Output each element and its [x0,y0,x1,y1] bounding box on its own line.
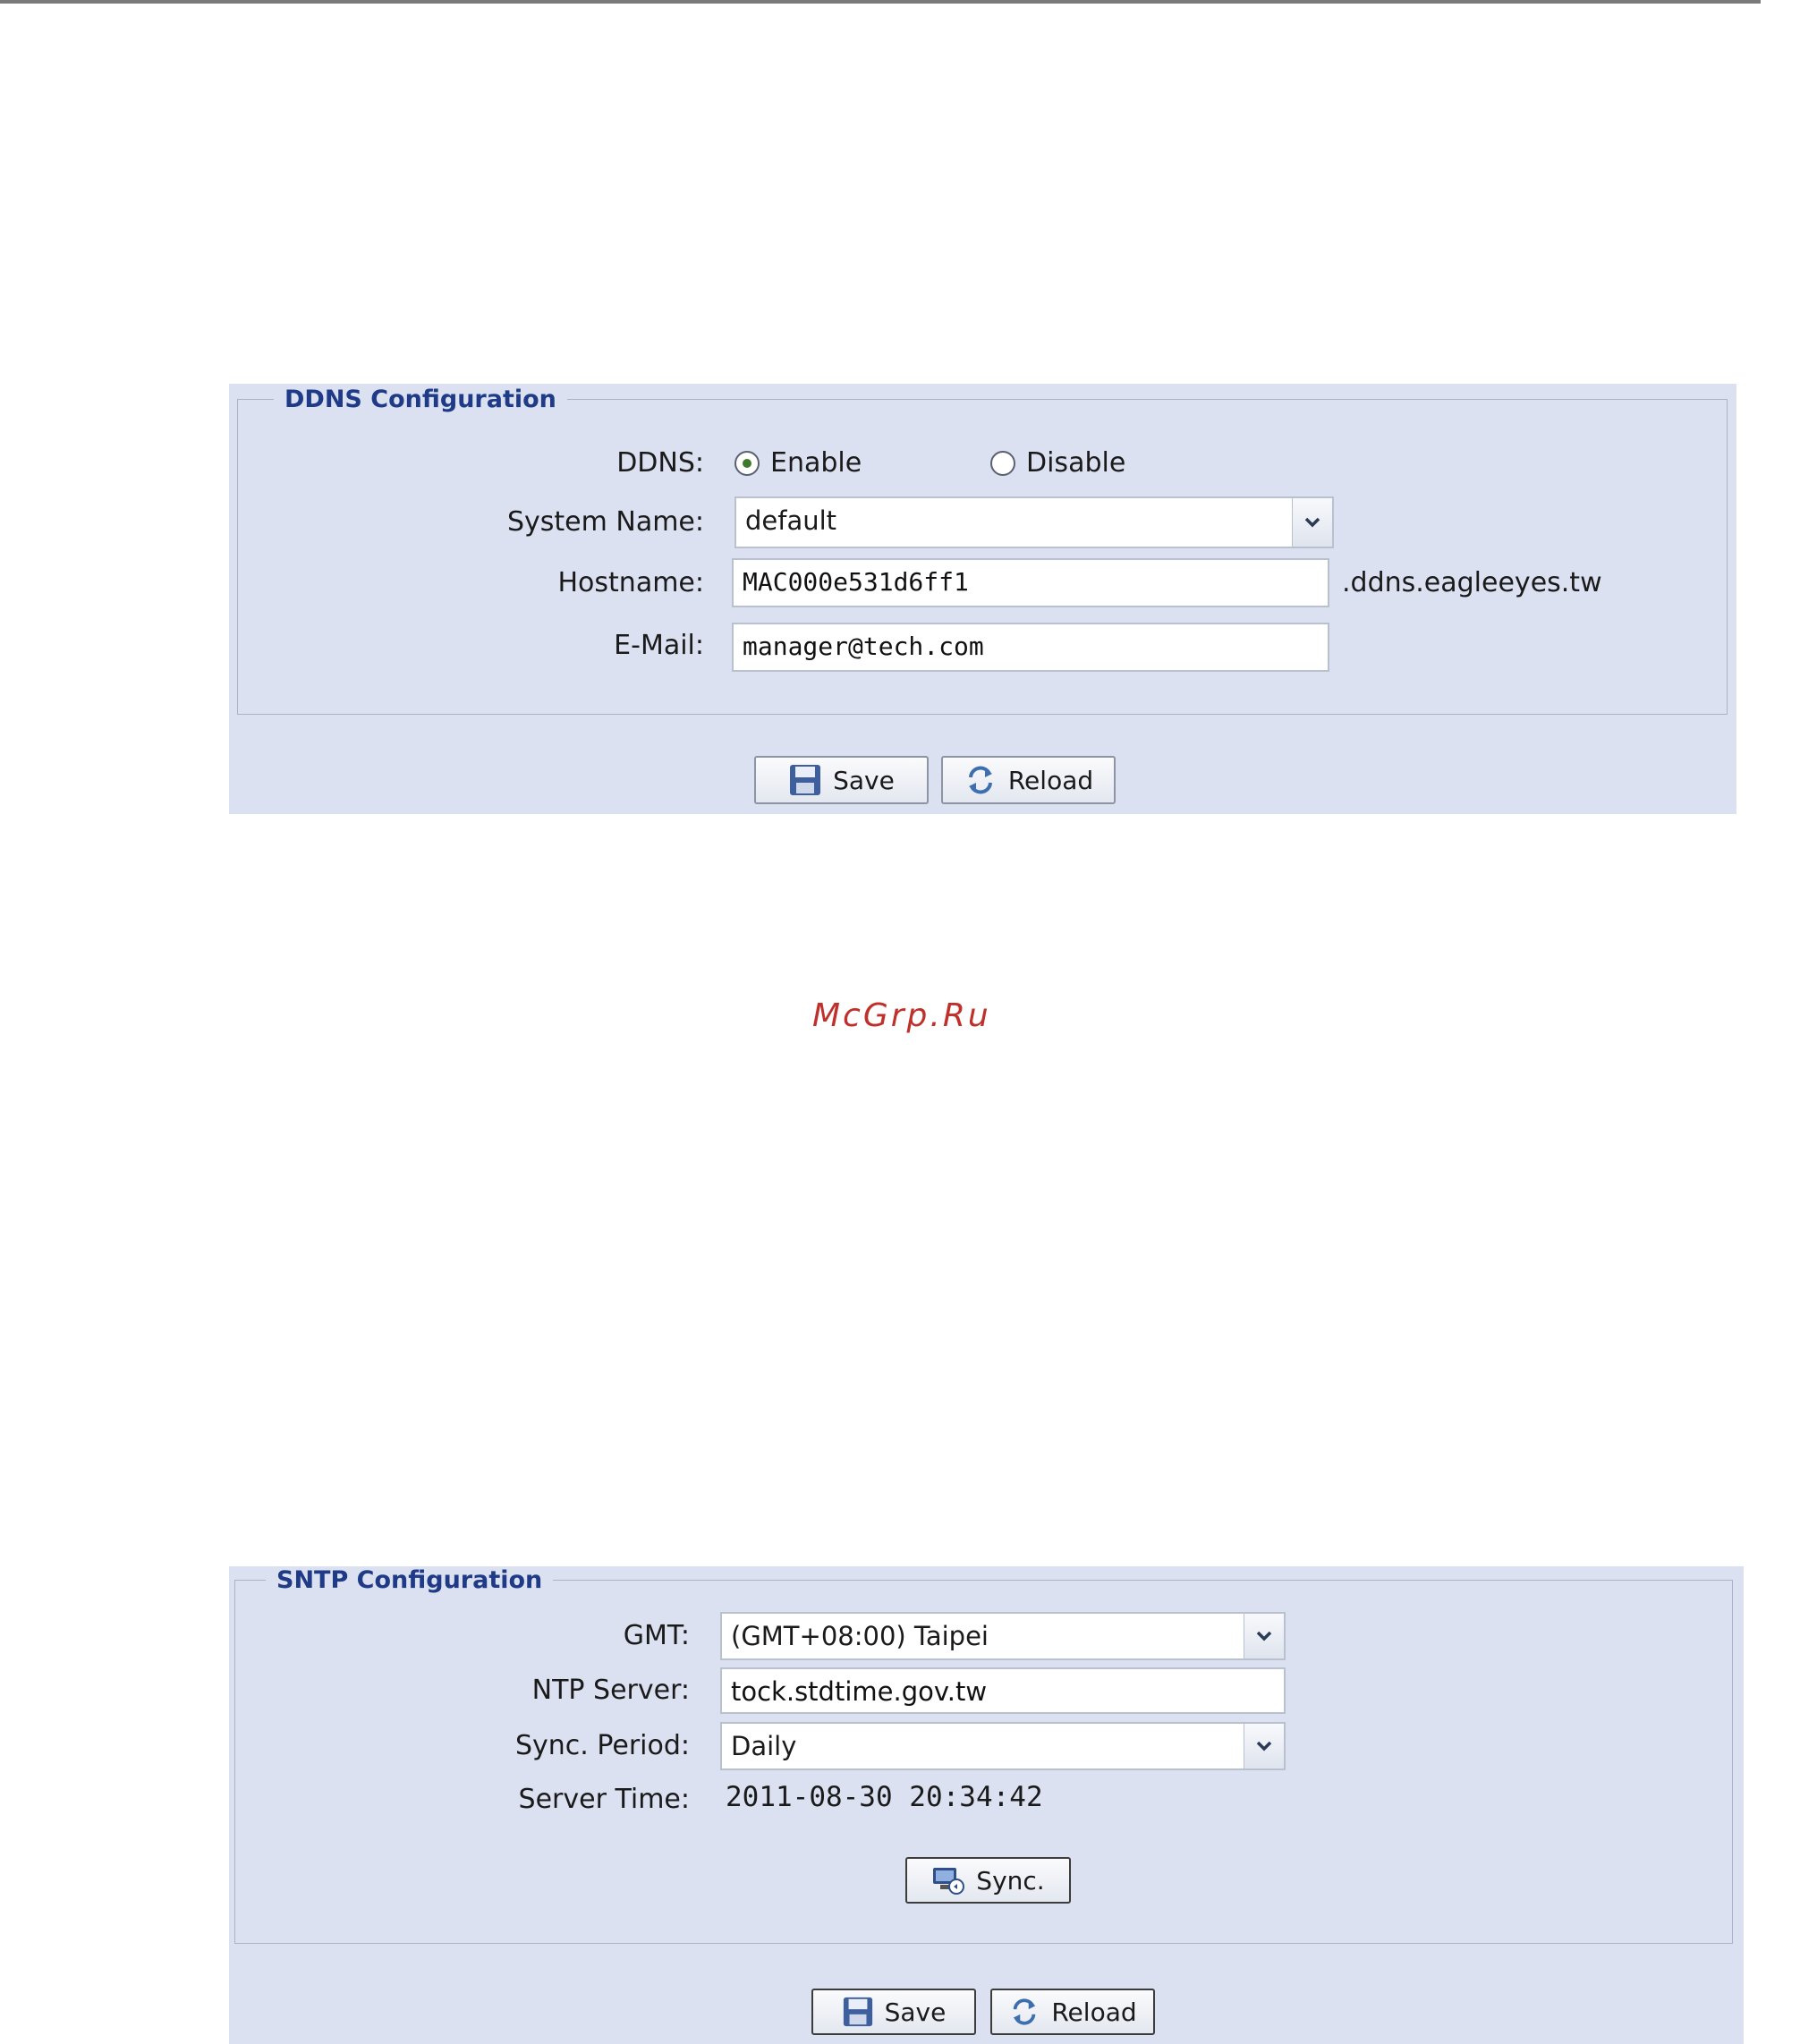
ddns-label: DDNS: [616,447,704,479]
radio-selected-icon [734,451,760,476]
gmt-select[interactable] [720,1612,1286,1660]
ddns-reload-button[interactable] [941,756,1116,804]
sntp-panel [229,1566,1744,2044]
ddns-reload-label: Reload [1007,765,1094,795]
watermark-text: McGrp.Ru [812,997,991,1034]
email-label: E-Mail: [614,630,704,661]
gmt-value: (GMT+08:00) Taipei [731,1621,989,1651]
floppy-disk-icon [788,763,822,797]
hostname-input[interactable]: MAC000e531d6ff1 [732,558,1329,607]
system-name-select[interactable] [734,496,1334,548]
chevron-down-icon[interactable] [1244,1724,1284,1768]
email-input[interactable]: manager@tech.com [732,623,1329,672]
ddns-fieldset [237,386,1728,715]
server-time-label: Server Time: [518,1784,690,1815]
system-name-value: default [745,505,837,536]
floppy-disk-icon [842,1996,874,2028]
monitor-sync-icon [931,1865,965,1896]
enable-label: Enable [770,447,862,479]
radio-unselected-icon [990,451,1015,476]
disable-label: Disable [1026,447,1126,479]
top-rule [0,0,1761,4]
server-time-value: 2011-08-30 20:34:42 [726,1781,1043,1813]
chevron-down-icon[interactable] [1292,498,1332,547]
sync-button[interactable] [905,1857,1071,1904]
refresh-arrows-icon [1008,1996,1040,2028]
hostname-suffix: .ddns.eagleeyes.tw [1342,567,1602,598]
sync-period-select[interactable] [720,1722,1286,1770]
sync-period-value: Daily [731,1731,797,1761]
sntp-reload-label: Reload [1051,1997,1137,2027]
chevron-down-icon[interactable] [1244,1614,1284,1658]
sntp-legend: SNTP Configuration [266,1568,553,1593]
ntp-server-label: NTP Server: [531,1675,690,1706]
ddns-panel [229,384,1736,814]
system-name-label: System Name: [506,506,704,538]
ddns-enable-radio[interactable] [734,445,862,481]
ntp-server-input[interactable]: tock.stdtime.gov.tw [720,1667,1286,1714]
sntp-save-label: Save [884,1997,947,2027]
ddns-save-button[interactable] [754,756,929,804]
ddns-legend: DDNS Configuration [274,387,567,412]
hostname-label: Hostname: [557,567,704,598]
ddns-disable-radio[interactable] [990,445,1125,481]
sync-period-label: Sync. Period: [514,1730,690,1761]
gmt-label: GMT: [623,1620,690,1651]
sntp-reload-button[interactable] [990,1989,1155,2035]
sntp-save-button[interactable] [811,1989,976,2035]
sync-label: Sync. [976,1865,1045,1896]
sntp-fieldset [234,1566,1733,1944]
refresh-arrows-icon [964,763,998,797]
ddns-save-label: Save [833,765,895,795]
